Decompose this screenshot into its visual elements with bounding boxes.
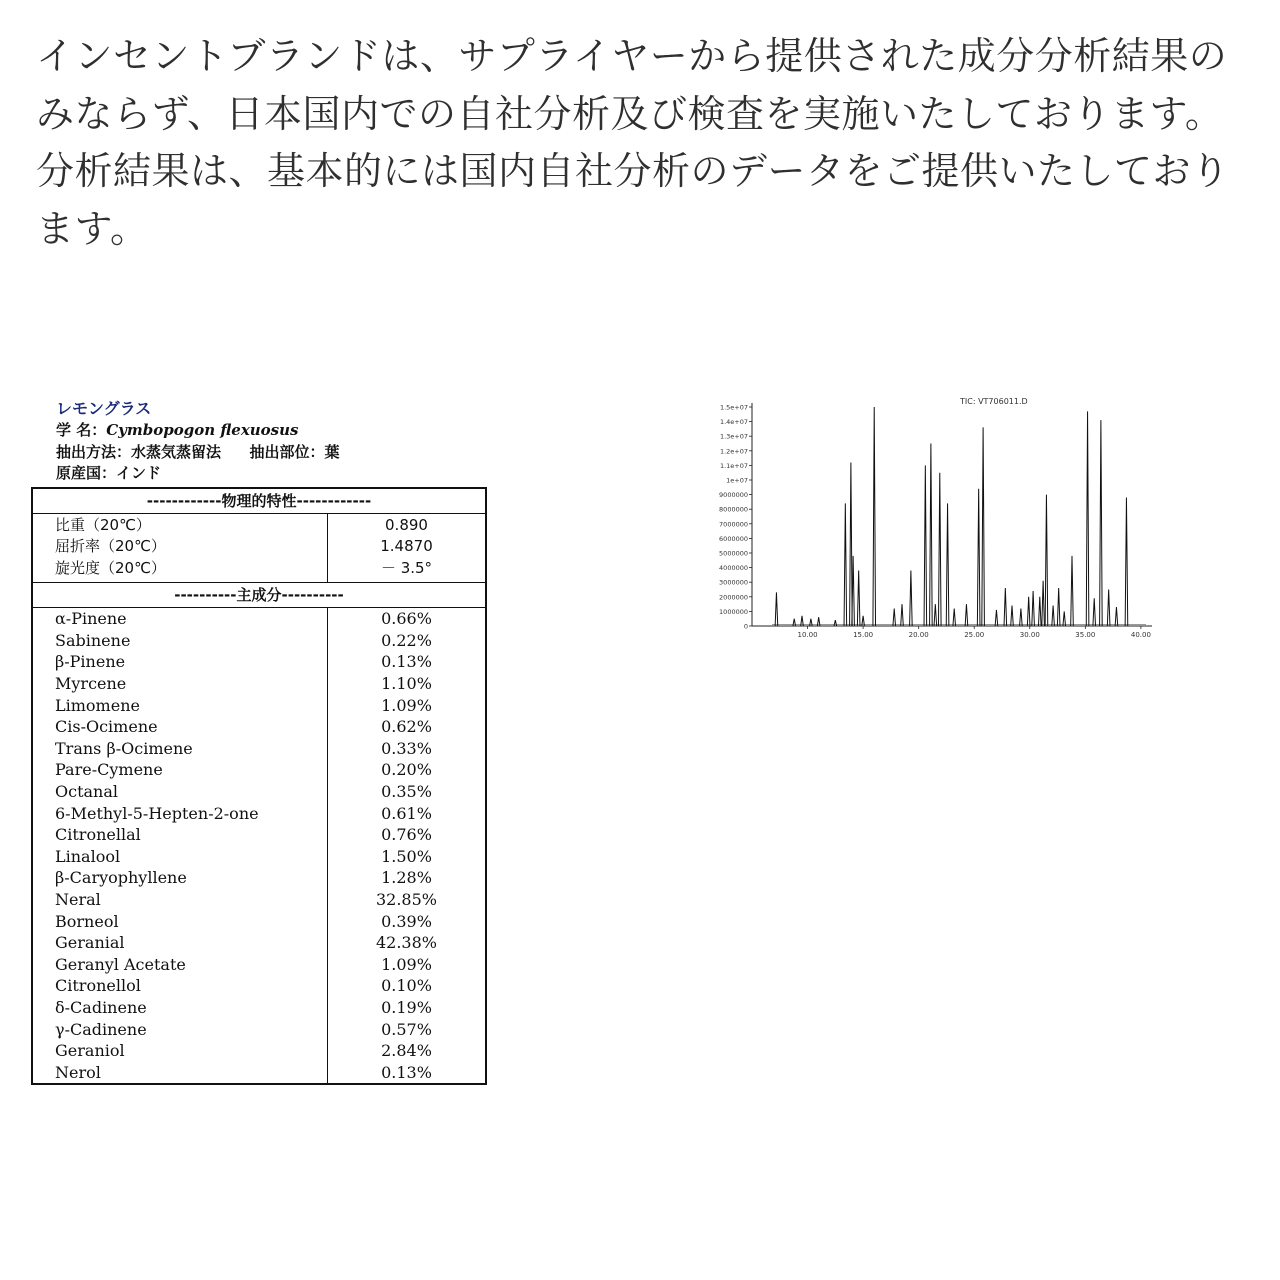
part-label: 抽出部位： (249, 442, 325, 461)
origin-value: インド (116, 464, 162, 482)
component-names (33, 608, 328, 1083)
component-value: 1.28% (381, 868, 432, 888)
chromatogram-peak (844, 503, 847, 626)
chromatogram-peak (938, 473, 941, 626)
chromatogram-peak (1004, 588, 1007, 626)
component-value: 0.19% (381, 997, 432, 1017)
physical-value: 0.890 (385, 515, 428, 534)
physical-value: 1.4870 (380, 537, 433, 556)
component-name: Sabinene (55, 630, 131, 650)
chromatogram-peak (982, 427, 985, 626)
chromatogram-peak (1011, 606, 1014, 626)
chromatogram-peak (934, 604, 937, 626)
x-tick-label: 15.00 (853, 631, 874, 639)
y-tick-label: 5000000 (719, 549, 748, 558)
chromatogram-peak (901, 604, 904, 626)
y-tick-label: 2000000 (719, 593, 748, 602)
component-value: 0.57% (381, 1019, 432, 1039)
component-value: 0.13% (381, 652, 432, 672)
x-tick-label: 40.00 (1130, 631, 1151, 639)
chromatogram-peak (1115, 607, 1118, 626)
component-name: 6-Methyl-5-Hepten-2-one (55, 803, 259, 823)
chromatogram-peak (1032, 591, 1035, 626)
chromatogram-peak (1100, 420, 1103, 626)
component-name: Octanal (55, 782, 119, 802)
scientific-name-row (56, 420, 487, 442)
component-name: Myrcene (55, 674, 127, 694)
chromatogram-peak (946, 503, 949, 626)
intro-line: ます。 (36, 206, 149, 251)
component-name: Nerol (55, 1062, 101, 1082)
component-value: 0.61% (381, 803, 432, 823)
chromatogram-peak (953, 608, 956, 626)
y-tick-label: 0 (743, 622, 748, 631)
chromatogram-peak (810, 619, 813, 626)
component-name: Limomene (55, 695, 140, 715)
y-tick-label: 1.5e+07 (719, 403, 748, 412)
component-name: Trans β-Ocimene (55, 738, 193, 758)
component-name: β-Caryophyllene (55, 868, 187, 888)
component-value: 0.22% (381, 630, 432, 650)
chromatogram-peak (924, 465, 927, 626)
component-name: Linalool (55, 846, 121, 866)
x-tick-label: 30.00 (1019, 631, 1040, 639)
component-name: Geranial (55, 933, 125, 953)
x-tick-label: 25.00 (964, 631, 985, 639)
chromatogram-peak (817, 617, 820, 626)
component-value: 0.33% (381, 738, 432, 758)
component-name: β-Pinene (55, 652, 126, 672)
chromatogram-peak (1020, 608, 1023, 626)
chromatogram-peak (1093, 598, 1096, 626)
component-value: 1.09% (381, 954, 432, 974)
component-value: 0.13% (381, 1062, 432, 1082)
origin-row (56, 463, 487, 485)
chromatogram-peak (893, 608, 896, 626)
extraction-method: 水蒸気蒸留法 (131, 442, 222, 461)
y-tick-label: 1.2e+07 (719, 447, 748, 456)
component-name: Neral (55, 890, 101, 909)
component-value: 0.76% (381, 825, 432, 845)
component-value: 0.62% (381, 717, 432, 737)
component-value: 2.84% (381, 1041, 432, 1061)
component-name: α-Pinene (55, 609, 127, 629)
chromatogram-peak (910, 571, 913, 626)
origin-label: 原産国： (56, 464, 117, 482)
component-name: Citronellal (55, 825, 141, 845)
component-name: Geraniol (55, 1041, 125, 1061)
components-section (33, 583, 485, 1083)
y-tick-label: 7000000 (719, 520, 748, 529)
oil-name: レモングラス (56, 399, 152, 418)
y-tick-label: 6000000 (719, 534, 748, 543)
y-tick-label: 3000000 (719, 578, 748, 587)
x-tick-label: 10.00 (797, 631, 818, 639)
y-tick-label: 8000000 (719, 505, 748, 514)
component-value: 42.38% (375, 933, 437, 953)
chromatogram-peak (1125, 498, 1128, 626)
chromatogram-peak (930, 444, 933, 627)
y-tick-label: 9000000 (719, 491, 748, 500)
chromatogram-peak (1038, 597, 1041, 626)
component-value: 32.85% (375, 890, 437, 909)
chromatogram-peak (793, 619, 796, 626)
physical-name: 比重（20℃） (55, 515, 151, 534)
component-value: 0.10% (381, 976, 432, 996)
y-tick-label: 1.3e+07 (719, 432, 748, 441)
chromatogram-peak (775, 592, 778, 626)
intro-line: インセントブランドは、サプライヤーから提供された成分分析結果の (36, 34, 1228, 78)
chromatogram (660, 396, 1160, 646)
chromatogram-svg (660, 396, 1160, 646)
y-tick-label: 1e+07 (726, 476, 748, 485)
part-value: 葉 (324, 442, 340, 461)
component-name: γ-Cadinene (55, 1019, 147, 1039)
component-name: Citronellol (55, 976, 141, 996)
chromatogram-peak (1107, 590, 1110, 627)
y-tick-label: 4000000 (719, 564, 748, 573)
components-header: ----------主成分---------- (33, 583, 485, 608)
spec-sheet (31, 398, 487, 1085)
component-value: 0.66% (381, 609, 432, 629)
scientific-name: Cymbopogon flexuosus (106, 421, 299, 439)
intro-text (36, 28, 1251, 258)
component-name: Pare-Cymene (55, 760, 163, 780)
intro-line: みならず、日本国内での自社分析及び検査を実施いたしております。 (36, 91, 1224, 136)
component-value: 0.20% (381, 760, 432, 780)
component-value: 1.50% (381, 846, 432, 866)
component-value: 1.10% (381, 674, 432, 694)
physical-header: ------------物理的特性------------ (33, 489, 485, 514)
component-name: Borneol (55, 911, 119, 931)
extraction-row (56, 442, 487, 464)
x-tick-label: 20.00 (908, 631, 929, 639)
physical-value: － 3.5° (380, 558, 433, 577)
chromatogram-peak (1063, 611, 1066, 626)
chromatogram-peak (1027, 597, 1030, 626)
chromatogram-peak (1071, 556, 1074, 626)
component-value: 1.09% (381, 695, 432, 715)
y-tick-label: 1.4e+07 (719, 418, 748, 427)
physical-name: 旋光度（20℃） (55, 558, 166, 577)
component-name: Geranyl Acetate (55, 954, 186, 974)
intro-line: 分析結果は、基本的には国内自社分析のデータをご提供いたしており (36, 149, 1230, 193)
chromatogram-peak (995, 610, 998, 626)
chromatogram-peak (1045, 495, 1048, 626)
y-tick-label: 1.1e+07 (719, 461, 748, 470)
chromatogram-peak (873, 407, 876, 626)
scientific-name-label: 学 名： (56, 421, 107, 439)
component-value: 0.35% (381, 782, 432, 802)
chromatogram-peak (1086, 411, 1089, 626)
chromatogram-peak (977, 489, 980, 626)
extraction-label: 抽出方法： (56, 442, 132, 461)
component-name: δ-Cadinene (55, 997, 147, 1017)
y-tick-label: 1000000 (719, 607, 748, 616)
chromatogram-peak (1042, 581, 1045, 626)
physical-name: 屈折率（20℃） (55, 537, 166, 556)
component-value: 0.39% (381, 911, 432, 931)
x-tick-label: 35.00 (1075, 631, 1096, 639)
chromatogram-peak (1057, 588, 1060, 626)
component-name: Cis-Ocimene (55, 717, 158, 737)
chromatogram-peak (857, 571, 860, 626)
physical-section (33, 489, 485, 584)
component-values (328, 608, 485, 1083)
spec-table (31, 487, 487, 1086)
chromatogram-peak (965, 604, 968, 626)
chromatogram-peak (1052, 606, 1055, 626)
chart-title: TIC: VT706011.D (960, 397, 1028, 406)
chromatogram-peak (834, 620, 837, 626)
